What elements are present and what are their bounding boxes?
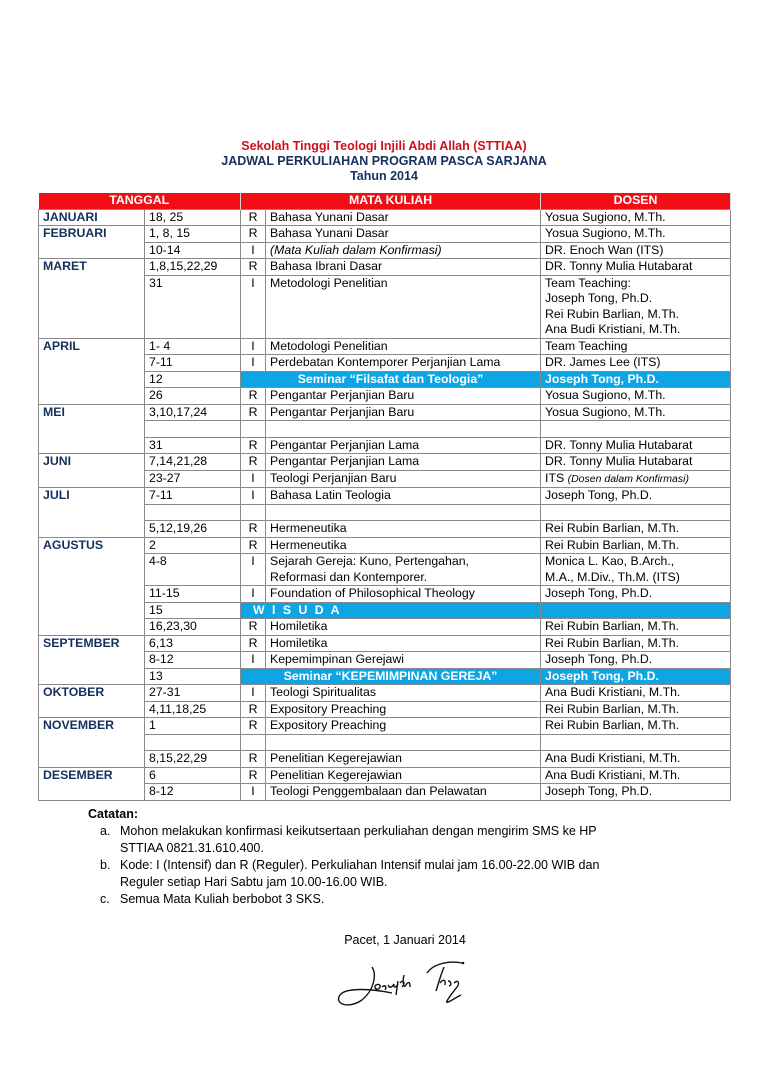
month-cell: FEBRUARI (39, 226, 145, 259)
code-cell: I (241, 242, 266, 259)
note-label: a. (100, 824, 111, 838)
table-row (39, 767, 731, 784)
date-cell: 7-11 (145, 488, 241, 505)
lecturer-name: DR. Tonny Mulia Hutabarat (545, 454, 693, 468)
signature-icon (332, 955, 482, 1010)
lecturer-cell (541, 767, 731, 784)
date-cell: 18, 25 (145, 209, 241, 226)
course-cell: Homiletika (266, 619, 541, 636)
lecturer-name: Yosua Sugiono, M.Th. (545, 404, 666, 419)
course-cell: Teologi Penggembalaan dan Pelawatan (266, 784, 541, 801)
code-cell: I (241, 685, 266, 702)
course-cell: Expository Preaching (266, 701, 541, 718)
lecturer-line: Team Teaching: (545, 275, 631, 290)
lecturer-cell (541, 554, 731, 586)
lecturer-cell (541, 275, 731, 338)
date-cell: 27-31 (145, 685, 241, 702)
lecturer-line: M.A., M.Div., Th.M. (ITS) (545, 569, 680, 584)
schedule-table (38, 193, 731, 801)
lecturer-cell (541, 602, 731, 619)
date-cell: 12 (145, 371, 241, 388)
date-cell: 2 (145, 537, 241, 554)
date-cell: 31 (145, 437, 241, 454)
date-cell: 5,12,19,26 (145, 521, 241, 538)
code-cell: I (241, 355, 266, 372)
code-cell: R (241, 259, 266, 276)
code-cell: R (241, 767, 266, 784)
month-cell: JULI (39, 488, 145, 538)
code-cell: I (241, 652, 266, 669)
date-cell (145, 734, 241, 751)
lecturer-name: Rei Rubin Barlian, M.Th. (545, 635, 679, 650)
schedule-body (39, 209, 731, 800)
lecturer-name: Rei Rubin Barlian, M.Th. (545, 718, 679, 732)
month-cell: OKTOBER (39, 685, 145, 718)
table-row (39, 338, 731, 355)
lecturer-cell (541, 635, 731, 652)
notes-heading: Catatan: (88, 807, 139, 821)
lecturer-name: Yosua Sugiono, M.Th. (545, 388, 666, 402)
course-cell: Teologi Perjanjian Baru (266, 470, 541, 488)
code-cell: I (241, 275, 266, 338)
lecturer-line: Joseph Tong, Ph.D. (545, 291, 653, 305)
lecturer-cell (541, 421, 731, 438)
date-cell: 11-15 (145, 586, 241, 603)
course-cell: Perdebatan Kontemporer Perjanjian Lama (266, 355, 541, 372)
code-cell: I (241, 586, 266, 603)
lecturer-cell (541, 437, 731, 454)
code-cell (241, 734, 266, 751)
wisuda-cell: W I S U D A (241, 602, 541, 619)
date-cell: 10-14 (145, 242, 241, 259)
note-item (100, 823, 728, 857)
code-cell (241, 421, 266, 438)
lecturer-cell (541, 734, 731, 751)
lecturer-line: Rei Rubin Barlian, M.Th. (545, 306, 679, 321)
date-cell: 13 (145, 668, 241, 685)
table-row (39, 259, 731, 276)
course-cell (266, 504, 541, 521)
lecturer-name: Rei Rubin Barlian, M.Th. (545, 521, 679, 535)
lecturer-name: Joseph Tong, Ph.D. (545, 586, 653, 600)
lecturer-cell (541, 784, 731, 801)
course-cell: Metodologi Penelitian (266, 275, 541, 338)
date-cell: 8-12 (145, 652, 241, 669)
date-cell: 6 (145, 767, 241, 784)
lecturer-cell (541, 586, 731, 603)
date-cell: 6,13 (145, 635, 241, 652)
date-cell: 1,8,15,22,29 (145, 259, 241, 276)
lecturer-cell (541, 388, 731, 405)
lecturer-cell (541, 619, 731, 636)
note-text: Semua Mata Kuliah berbobot 3 SKS. (120, 892, 325, 906)
code-cell: R (241, 537, 266, 554)
lecturer-cell (541, 504, 731, 521)
lecturer-name: DR. Enoch Wan (ITS) (545, 242, 664, 257)
month-cell: DESEMBER (39, 767, 145, 800)
note-text: Kode: I (Intensif) dan R (Reguler). Perkuliahan Intensif mulai jam 16.00-22.00 WIB dan (120, 858, 600, 872)
column-header-tanggal: TANGGAL (39, 193, 241, 209)
lecturer-name: Joseph Tong, Ph.D. (545, 652, 653, 666)
lecturer-cell (541, 751, 731, 768)
course-cell (266, 554, 541, 586)
date-cell: 8,15,22,29 (145, 751, 241, 768)
note-text: Mohon melakukan konfirmasi keikutsertaan perkuliahan dengan mengirim SMS ke HP (120, 824, 597, 838)
course-cell: Bahasa Latin Teologia (266, 488, 541, 505)
date-cell: 8-12 (145, 784, 241, 801)
code-cell: R (241, 226, 266, 243)
lecturer-name: Rei Rubin Barlian, M.Th. (545, 701, 679, 716)
course-cell: Metodologi Penelitian (266, 338, 541, 355)
course-cell: Teologi Spiritualitas (266, 685, 541, 702)
month-cell: MEI (39, 404, 145, 454)
lecturer-cell (541, 454, 731, 471)
code-cell: R (241, 635, 266, 652)
code-cell: R (241, 209, 266, 226)
date-cell: 3,10,17,24 (145, 404, 241, 421)
table-row (39, 454, 731, 471)
notes-list (88, 823, 728, 908)
date-cell (145, 421, 241, 438)
date-cell: 7-11 (145, 355, 241, 372)
lecturer-cell: Joseph Tong, Ph.D. (541, 668, 731, 685)
course-cell (266, 734, 541, 751)
date-cell: 23-27 (145, 470, 241, 488)
course-cell: Expository Preaching (266, 718, 541, 735)
code-cell: R (241, 454, 266, 471)
lecturer-name: Rei Rubin Barlian, M.Th. (545, 537, 679, 552)
code-cell: R (241, 751, 266, 768)
lecturer-name: DR. Tonny Mulia Hutabarat (545, 437, 693, 452)
code-cell: I (241, 554, 266, 586)
course-cell: Foundation of Philosophical Theology (266, 586, 541, 603)
month-cell: AGUSTUS (39, 537, 145, 635)
note-item (100, 857, 728, 891)
institution-name: Sekolah Tinggi Teologi Injili Abdi Allah (STTIAA) (241, 139, 527, 153)
note-label: c. (100, 892, 110, 906)
date-cell: 1, 8, 15 (145, 226, 241, 243)
lecturer-cell (541, 355, 731, 372)
code-cell: R (241, 388, 266, 405)
table-row (39, 635, 731, 652)
code-cell (241, 504, 266, 521)
lecturer-name: Rei Rubin Barlian, M.Th. (545, 619, 679, 633)
place-date: Pacet, 1 Januari 2014 (344, 933, 466, 947)
lecturer-name: Yosua Sugiono, M.Th. (545, 209, 666, 224)
course-cell: Bahasa Ibrani Dasar (266, 259, 541, 276)
course-cell: Bahasa Yunani Dasar (266, 226, 541, 243)
lecturer-name: Ana Budi Kristiani, M.Th. (545, 767, 681, 782)
lecturer-name: Joseph Tong, Ph.D. (545, 784, 653, 798)
code-cell: I (241, 488, 266, 505)
lecturer-name: Joseph Tong, Ph.D. (545, 488, 653, 502)
course-line: Reformasi dan Kontemporer. (270, 569, 428, 584)
lecturer-cell (541, 521, 731, 538)
course-cell: Hermeneutika (266, 537, 541, 554)
course-cell: (Mata Kuliah dalam Konfirmasi) (266, 242, 541, 259)
table-row (39, 488, 731, 505)
code-cell: R (241, 437, 266, 454)
table-row (39, 404, 731, 421)
lecturer-cell (541, 259, 731, 276)
seminar-cell: Seminar “Filsafat dan Teologia” (241, 371, 541, 388)
lecturer-cell (541, 226, 731, 243)
lecturer-cell (541, 685, 731, 702)
date-cell: 31 (145, 275, 241, 338)
lecturer-cell (541, 209, 731, 226)
lecturer-cell (541, 488, 731, 505)
course-cell: Bahasa Yunani Dasar (266, 209, 541, 226)
seminar-cell: Seminar “KEPEMIMPINAN GEREJA” (241, 668, 541, 685)
course-cell: Pengantar Perjanjian Lama (266, 454, 541, 471)
code-cell: R (241, 404, 266, 421)
lecturer-cell (541, 338, 731, 355)
code-cell: I (241, 470, 266, 488)
date-cell: 4,11,18,25 (145, 701, 241, 718)
date-cell: 16,23,30 (145, 619, 241, 636)
note-text: Reguler setiap Hari Sabtu jam 10.00-16.00 WIB. (120, 875, 388, 889)
date-cell: 1- 4 (145, 338, 241, 355)
lecturer-cell (541, 718, 731, 735)
course-cell: Pengantar Perjanjian Baru (266, 388, 541, 405)
lecturer-name: Ana Budi Kristiani, M.Th. (545, 751, 681, 765)
course-cell: Pengantar Perjanjian Lama (266, 437, 541, 454)
month-cell: SEPTEMBER (39, 635, 145, 685)
lecturer-name: DR. James Lee (ITS) (545, 355, 661, 369)
date-cell: 7,14,21,28 (145, 454, 241, 471)
course-cell: Kepemimpinan Gerejawi (266, 652, 541, 669)
date-cell: 4-8 (145, 554, 241, 586)
date-cell: 15 (145, 602, 241, 619)
date-cell (145, 504, 241, 521)
table-row (39, 685, 731, 702)
table-row (39, 537, 731, 554)
column-header-mata-kuliah: MATA KULIAH (241, 193, 541, 209)
lecturer-name: Ana Budi Kristiani, M.Th. (545, 685, 681, 699)
course-cell: Hermeneutika (266, 521, 541, 538)
note-label: b. (100, 858, 111, 872)
document-year: Tahun 2014 (350, 169, 418, 183)
course-cell: Pengantar Perjanjian Baru (266, 404, 541, 421)
note-text: STTIAA 0821.31.610.400. (120, 841, 264, 855)
code-cell: R (241, 521, 266, 538)
document-title: JADWAL PERKULIAHAN PROGRAM PASCA SARJANA (221, 154, 547, 168)
lecturer-cell (541, 404, 731, 421)
note-item (100, 891, 728, 908)
code-cell: R (241, 619, 266, 636)
lecturer-name: Yosua Sugiono, M.Th. (545, 226, 666, 240)
lecturer-note: (Dosen dalam Konfirmasi) (567, 472, 689, 485)
course-line: Sejarah Gereja: Kuno, Pertengahan, (270, 554, 469, 568)
column-header-dosen: DOSEN (541, 193, 731, 209)
lecturer-name: DR. Tonny Mulia Hutabarat (545, 259, 693, 273)
code-cell: R (241, 701, 266, 718)
table-header-row (39, 193, 731, 209)
lecturer-line: Monica L. Kao, B.Arch., (545, 554, 675, 568)
course-cell (266, 421, 541, 438)
code-cell: I (241, 338, 266, 355)
table-row (39, 226, 731, 243)
lecturer-name: Team Teaching (545, 338, 628, 353)
course-cell: Penelitian Kegerejawian (266, 751, 541, 768)
date-cell: 1 (145, 718, 241, 735)
course-cell: Homiletika (266, 635, 541, 652)
month-cell: NOVEMBER (39, 718, 145, 768)
notes-section (88, 806, 728, 908)
lecturer-cell: Joseph Tong, Ph.D. (541, 371, 731, 388)
month-cell: APRIL (39, 338, 145, 404)
lecturer-cell (541, 652, 731, 669)
code-cell: R (241, 718, 266, 735)
lecturer-cell (541, 242, 731, 259)
lecturer-name: ITS (545, 470, 565, 485)
month-cell: JUNI (39, 454, 145, 488)
lecturer-cell (541, 701, 731, 718)
code-cell: I (241, 784, 266, 801)
lecturer-cell (541, 470, 731, 488)
month-cell: JANUARI (39, 209, 145, 226)
date-cell: 26 (145, 388, 241, 405)
table-row (39, 209, 731, 226)
month-cell: MARET (39, 259, 145, 339)
table-row (39, 718, 731, 735)
lecturer-cell (541, 537, 731, 554)
lecturer-line: Ana Budi Kristiani, M.Th. (545, 322, 681, 336)
course-cell: Penelitian Kegerejawian (266, 767, 541, 784)
